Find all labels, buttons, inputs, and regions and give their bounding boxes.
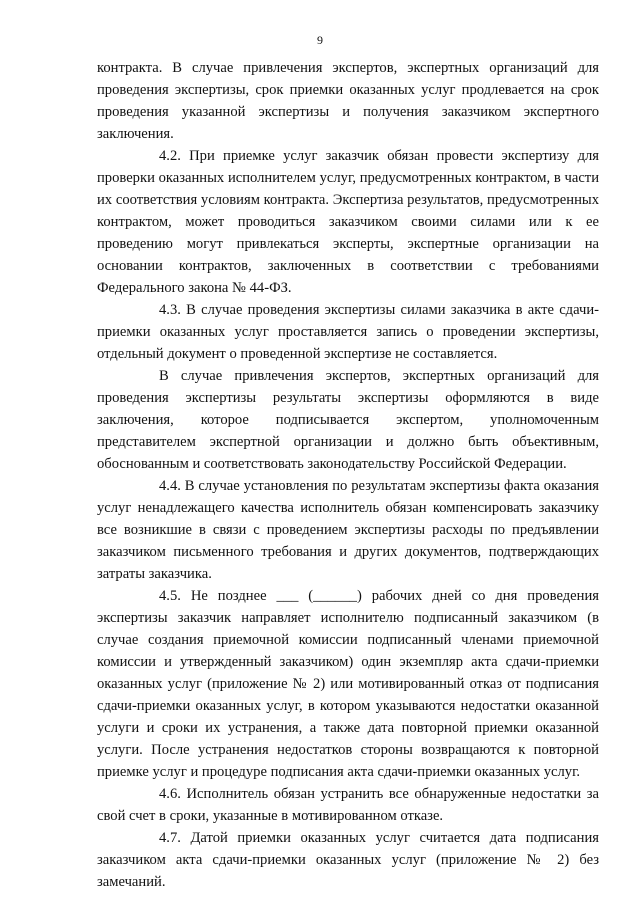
paragraph-continuation: контракта. В случае привлечения экспертов, экспертных организаций для проведения экспертизы, срок приемки оказанных услуг продлевается на срок проведения указанной экспертизы и получения заказчиком экспертного заключения. — [97, 60, 599, 142]
paragraph-4-6: 4.6. Исполнитель обязан устранить все обнаруженные недостатки за свой счет в сроки, указанные в мотивированном отказе. — [97, 786, 599, 824]
paragraph-4-3: 4.3. В случае проведения экспертизы силами заказчика в акте сдачи-приемки оказанных услуг проставляется запись о проведении экспертизы, отдельный документ о проведенной экспертизе не составляется. — [97, 302, 599, 362]
page-number: 9 — [317, 33, 323, 47]
paragraph-4-7: 4.7. Датой приемки оказанных услуг считается дата подписания заказчиком акта сдачи-приемки оказанных услуг (приложение № 2) без замечаний. — [97, 830, 599, 890]
paragraph-4-3-experts: В случае привлечения экспертов, экспертных организаций для проведения экспертизы результаты экспертизы оформляются в виде заключения, которое подписывается экспертом, уполномоченным представителем экспертной организации и должно быть объективным, обоснованным и соответствовать законодательству Российской Федерации. — [97, 368, 599, 472]
paragraph-4-2: 4.2. При приемке услуг заказчик обязан провести экспертизу для проверки оказанных исполнителем услуг, предусмотренных контрактом, в части их соответствия условиям контракта. Экспертиза результатов, предусмотренных контрактом, может проводиться заказчиком своими силами или к ее проведению могут привлекаться эксперты, экспертные организации на основании контрактов, заключенных в соответствии с требованиями Федерального закона № 44-ФЗ. — [97, 148, 599, 296]
paragraph-4-4: 4.4. В случае установления по результатам экспертизы факта оказания услуг ненадлежащего качества исполнитель обязан компенсировать заказчику все возникшие в связи с проведением экспертизы расходы по предъявлении заказчиком письменного требования и других документов, подтверждающих затраты заказчика. — [97, 478, 599, 582]
document-body — [97, 57, 599, 893]
paragraph-4-5: 4.5. Не позднее ___ (______) рабочих дней со дня проведения экспертизы заказчик направляет исполнителю подписанный заказчиком (в случае создания приемочной комиссии подписанный членами приемочной комиссии и утвержденный заказчиком) один экземпляр акта сдачи-приемки оказанных услуг (приложение № 2) или мотивированный отказ от подписания сдачи-приемки оказанных услуг, в котором указываются недостатки оказанной услуги и сроки их устранения, а также дата повторной приемки оказанной услуги. После устранения недостатков стороны возвращаются к повторной приемке услуг и процедуре подписания акта сдачи-приемки оказанных услуг. — [97, 588, 599, 780]
